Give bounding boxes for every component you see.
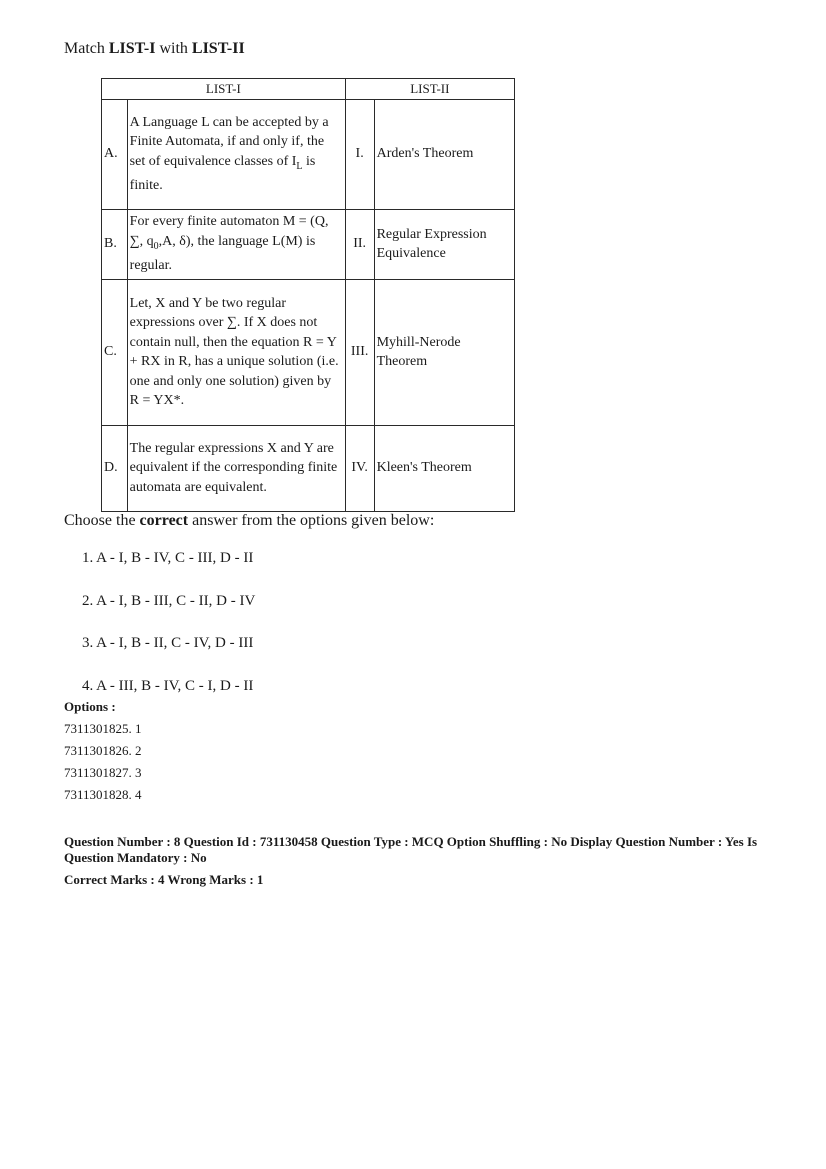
list2-header: LIST-II bbox=[345, 79, 514, 100]
heading-list2: LIST-II bbox=[191, 40, 245, 57]
question-info: Question Number : 8 Question Id : 731130458 Question Type : MCQ Option Shuffling : No Display Question Number : Yes Is Question Mandatory : No bbox=[64, 834, 758, 865]
choice-2: 2. A - I, B - III, C - II, D - IV bbox=[82, 593, 256, 609]
prompt-post: answer from the options given below: bbox=[192, 512, 435, 529]
table-row bbox=[102, 99, 515, 209]
row-letter: C. bbox=[102, 279, 128, 425]
desc-subscript: L bbox=[296, 160, 303, 172]
choice-1: 1. A - I, B - IV, C - III, D - II bbox=[82, 550, 254, 566]
desc-text: A Language L can be accepted by a Finite Automata, if and only if, the set of equivalence classes of I bbox=[129, 114, 329, 169]
row-item: Regular Expression Equivalence bbox=[374, 209, 514, 279]
desc-subscript: 0 bbox=[153, 240, 159, 252]
row-description bbox=[127, 279, 345, 425]
marks-info: Correct Marks : 4 Wrong Marks : 1 bbox=[64, 872, 264, 887]
question-heading bbox=[64, 40, 245, 58]
row-item: Kleen's Theorem bbox=[374, 425, 514, 511]
table-row bbox=[102, 425, 515, 511]
options-label: Options : bbox=[64, 699, 116, 714]
row-item: Arden's Theorem bbox=[374, 99, 514, 209]
heading-prefix: Match bbox=[64, 40, 105, 57]
row-letter: D. bbox=[102, 425, 128, 511]
table-row bbox=[102, 209, 515, 279]
desc-text-end: ,A, δ), the language L(M) is regular. bbox=[129, 233, 316, 274]
heading-with: with bbox=[159, 40, 188, 57]
prompt-pre: Choose the bbox=[64, 512, 136, 529]
option-id-3: 7311301827. 3 bbox=[64, 765, 142, 780]
row-number: I. bbox=[345, 99, 374, 209]
row-number: II. bbox=[345, 209, 374, 279]
prompt-bold: correct bbox=[139, 512, 189, 529]
row-description bbox=[127, 425, 345, 511]
table-header-row bbox=[102, 79, 515, 100]
row-number: IV. bbox=[345, 425, 374, 511]
desc-text-end: is finite. bbox=[129, 153, 316, 193]
option-id-2: 7311301826. 2 bbox=[64, 743, 142, 758]
choice-3: 3. A - I, B - II, C - IV, D - III bbox=[82, 635, 254, 651]
desc-text: The regular expressions X and Y are equivalent if the corresponding finite automata are equivalent. bbox=[129, 440, 338, 495]
row-number: III. bbox=[345, 279, 374, 425]
desc-text: For every finite automaton M = (Q, ∑, q bbox=[129, 214, 329, 249]
table-row bbox=[102, 279, 515, 425]
row-letter: B. bbox=[102, 209, 128, 279]
answer-prompt bbox=[64, 512, 434, 530]
desc-text: Let, X and Y be two regular expressions over ∑. If X does not contain null, then the equation R = Y + RX in R, has a unique solution (i.e. one and only one solution) given by R = YX*. bbox=[129, 295, 339, 408]
row-description bbox=[127, 209, 345, 279]
choice-4: 4. A - III, B - IV, C - I, D - II bbox=[82, 678, 254, 694]
option-id-4: 7311301828. 4 bbox=[64, 787, 142, 802]
match-table bbox=[101, 78, 515, 512]
list1-header: LIST-I bbox=[102, 79, 346, 100]
row-description bbox=[127, 99, 345, 209]
heading-list1: LIST-I bbox=[108, 40, 156, 57]
row-item: Myhill-Nerode Theorem bbox=[374, 279, 514, 425]
option-id-1: 7311301825. 1 bbox=[64, 721, 142, 736]
row-letter: A. bbox=[102, 99, 128, 209]
